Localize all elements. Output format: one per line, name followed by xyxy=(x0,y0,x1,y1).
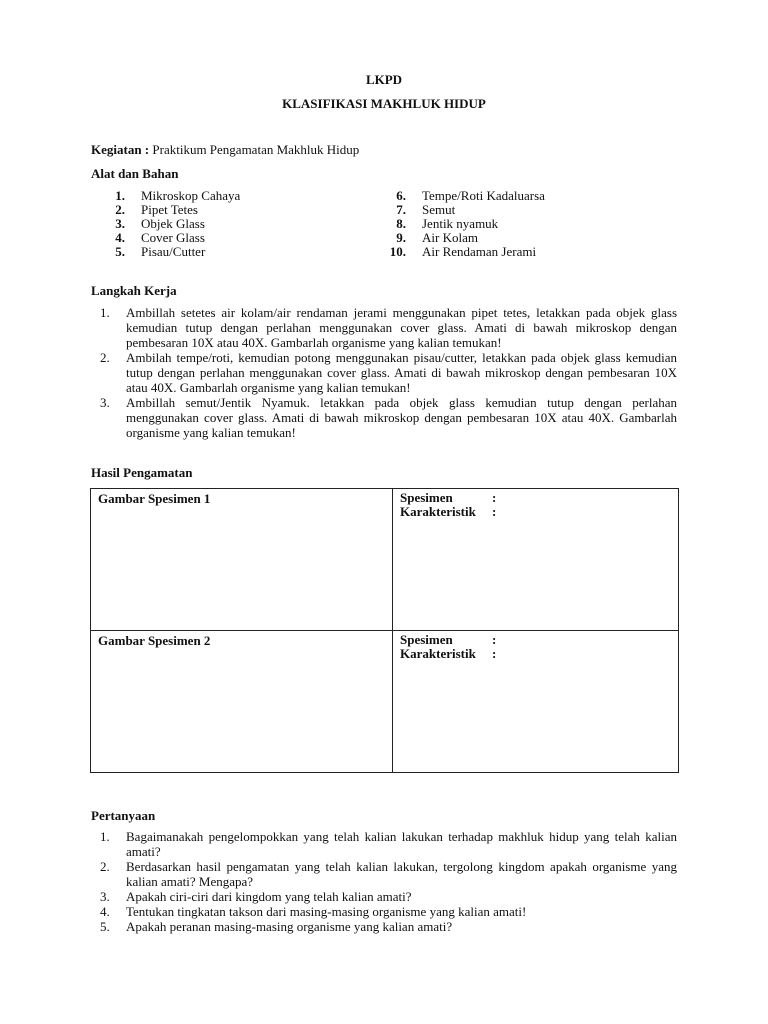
pertanyaan-item xyxy=(100,829,677,859)
alat-item-number: 8. xyxy=(396,216,406,231)
pertanyaan-item xyxy=(100,889,677,904)
table-row xyxy=(91,631,679,773)
alat-item xyxy=(91,189,240,203)
kegiatan-value: Praktikum Pengamatan Makhluk Hidup xyxy=(152,142,360,157)
langkah-heading: Langkah Kerja xyxy=(91,283,177,298)
alat-heading: Alat dan Bahan xyxy=(91,166,179,181)
alat-list-right xyxy=(372,189,545,259)
table-row xyxy=(91,489,679,631)
alat-item xyxy=(91,217,240,231)
spesimen-row xyxy=(400,491,671,505)
gambar-label: Gambar Spesimen 1 xyxy=(98,491,211,506)
pertanyaan-item-text: Berdasarkan hasil pengamatan yang telah kalian lakukan, tergolong kingdom apakah organisme yang kalian amati? Mengapa? xyxy=(126,859,677,889)
kegiatan-label: Kegiatan : xyxy=(91,142,150,157)
hasil-table xyxy=(90,488,679,773)
langkah-item-number: 2. xyxy=(100,350,110,365)
alat-item xyxy=(372,189,545,203)
alat-item-number: 7. xyxy=(396,202,406,217)
alat-item-text: Mikroskop Cahaya xyxy=(141,188,241,203)
pertanyaan-item-number: 5. xyxy=(100,919,110,934)
karakteristik-row xyxy=(400,505,671,519)
gambar-spesimen-2-cell[interactable] xyxy=(91,631,393,773)
alat-item-number: 5. xyxy=(115,244,125,259)
spesimen-2-info-cell[interactable] xyxy=(393,631,679,773)
spesimen-label: Spesimen xyxy=(400,632,453,647)
alat-item-text: Semut xyxy=(422,202,456,217)
spesimen-row xyxy=(400,633,671,647)
karakteristik-row xyxy=(400,647,671,661)
alat-item xyxy=(372,231,545,245)
alat-item xyxy=(372,245,545,259)
alat-item-number: 4. xyxy=(115,230,125,245)
langkah-item-text: Ambilah tempe/roti, kemudian potong menggunakan pisau/cutter, letakkan pada objek glass kemudian tutup dengan perlahan menggunakan cover glass. Amati di bawah mikroskop dengan pembesaran 10X atau 40X. Gambarlah organisme yang kalian temukan! xyxy=(126,350,677,395)
separator: : xyxy=(492,490,497,505)
pertanyaan-item-text: Apakah ciri-ciri dari kingdom yang telah kalian amati? xyxy=(126,889,412,904)
pertanyaan-item xyxy=(100,904,677,919)
separator: : xyxy=(492,504,497,519)
pertanyaan-item-number: 4. xyxy=(100,904,110,919)
langkah-item-number: 1. xyxy=(100,305,110,320)
karakteristik-label: Karakteristik xyxy=(400,504,476,519)
spesimen-1-info-cell[interactable] xyxy=(393,489,679,631)
alat-item-number: 9. xyxy=(396,230,406,245)
pertanyaan-item-number: 3. xyxy=(100,889,110,904)
pertanyaan-item-number: 2. xyxy=(100,859,110,874)
kegiatan-line xyxy=(91,142,359,158)
alat-item xyxy=(91,245,240,259)
gambar-spesimen-1-cell[interactable] xyxy=(91,489,393,631)
gambar-label: Gambar Spesimen 2 xyxy=(98,633,211,648)
alat-item-number: 2. xyxy=(115,202,125,217)
langkah-item-text: Ambillah setetes air kolam/air rendaman jerami menggunakan pipet tetes, letakkan pada objek glass kemudian tutup dengan perlahan menggunakan cover glass. Amati di bawah mikroskop dengan pembesaran 10X atau 40X. Gambarlah organisme yang kalian temukan! xyxy=(126,305,677,350)
alat-item-text: Pipet Tetes xyxy=(141,202,198,217)
pertanyaan-item-text: Apakah peranan masing-masing organisme yang kalian amati? xyxy=(126,919,453,934)
pertanyaan-item xyxy=(100,919,677,934)
alat-item-text: Air Rendaman Jerami xyxy=(422,244,537,259)
alat-item-number: 6. xyxy=(396,188,406,203)
alat-item-text: Air Kolam xyxy=(422,230,478,245)
langkah-item-number: 3. xyxy=(100,395,110,410)
langkah-item xyxy=(100,350,677,395)
alat-item-number: 10. xyxy=(389,244,406,259)
separator: : xyxy=(492,632,497,647)
langkah-list xyxy=(100,305,677,440)
pertanyaan-list xyxy=(100,829,677,934)
pertanyaan-item xyxy=(100,859,677,889)
alat-item-text: Jentik nyamuk xyxy=(422,216,499,231)
alat-item-text: Pisau/Cutter xyxy=(141,244,206,259)
alat-item xyxy=(372,217,545,231)
separator: : xyxy=(492,646,497,661)
alat-list-left xyxy=(91,189,240,259)
pertanyaan-item-text: Tentukan tingkatan takson dari masing-masing organisme yang kalian amati! xyxy=(126,904,527,919)
alat-item-text: Cover Glass xyxy=(141,230,205,245)
page-subtitle: KLASIFIKASI MAKHLUK HIDUP xyxy=(282,96,486,111)
alat-item xyxy=(372,203,545,217)
hasil-heading: Hasil Pengamatan xyxy=(91,465,193,480)
alat-item xyxy=(91,231,240,245)
langkah-item xyxy=(100,305,677,350)
langkah-item xyxy=(100,395,677,440)
pertanyaan-heading: Pertanyaan xyxy=(91,808,156,823)
karakteristik-label: Karakteristik xyxy=(400,646,476,661)
alat-item-number: 1. xyxy=(115,188,125,203)
langkah-item-text: Ambillah semut/Jentik Nyamuk. letakkan pada objek glass kemudian tutup dengan perlahan menggunakan cover glass. Amati di bawah mikroskop dengan pembesaran 10X atau 40X. Gambarlah organisme yang kalian temukan! xyxy=(126,395,677,440)
spesimen-label: Spesimen xyxy=(400,490,453,505)
pertanyaan-item-number: 1. xyxy=(100,829,110,844)
alat-item-number: 3. xyxy=(115,216,125,231)
alat-item-text: Objek Glass xyxy=(141,216,205,231)
pertanyaan-item-text: Bagaimanakah pengelompokkan yang telah kalian lakukan terhadap makhluk hidup yang telah kalian amati? xyxy=(126,829,677,859)
page-title: LKPD xyxy=(365,72,403,87)
alat-item-text: Tempe/Roti Kadaluarsa xyxy=(422,188,545,203)
alat-item xyxy=(91,203,240,217)
